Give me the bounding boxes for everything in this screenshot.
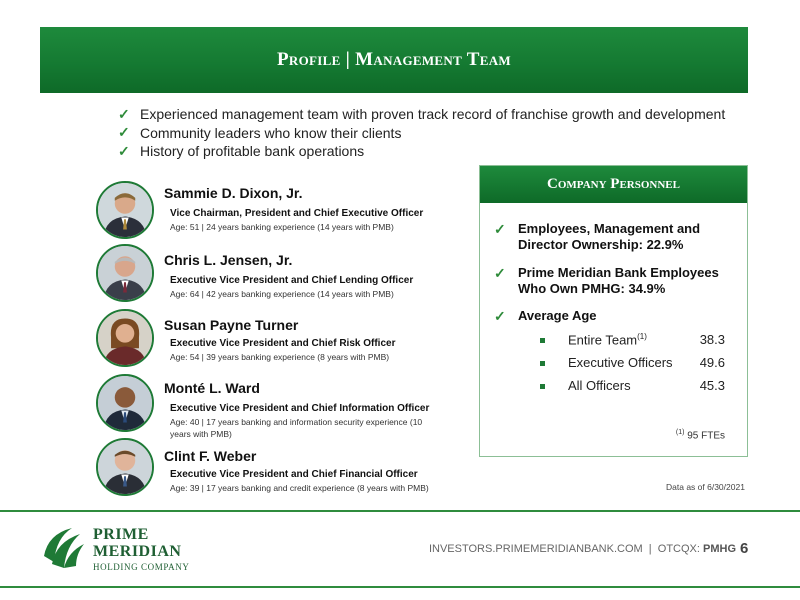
member-name: Sammie D. Dixon, Jr. xyxy=(164,185,303,201)
checkmark-icon: ✓ xyxy=(118,124,130,141)
checkmark-icon: ✓ xyxy=(118,105,130,122)
member-name: Susan Payne Turner xyxy=(164,317,299,333)
logo-line3: HOLDING COMPANY xyxy=(93,562,190,572)
checkmark-icon: ✓ xyxy=(494,308,506,324)
member-name: Clint F. Weber xyxy=(164,448,257,464)
member-info: Age: 64 | 42 years banking experience (14 years with PMB) xyxy=(170,289,394,299)
member-title: Executive Vice President and Chief Lending Officer xyxy=(170,275,414,286)
member-title: Executive Vice President and Chief Risk Officer xyxy=(170,338,396,349)
meridian-globe-icon xyxy=(38,522,88,572)
member-info: Age: 51 | 24 years banking experience (14 years with PMB) xyxy=(170,222,394,232)
panel-header xyxy=(480,166,747,203)
age-row: All Officers 45.3 xyxy=(540,378,725,396)
logo-line2: MERIDIAN xyxy=(93,543,182,560)
member-info: Age: 40 | 17 years banking and information security experience (10 years with PMB) xyxy=(170,417,423,439)
checkmark-icon: ✓ xyxy=(118,142,130,159)
title-banner xyxy=(40,27,748,93)
list-item: ✓ History of profitable bank operations xyxy=(118,142,365,160)
ticker: PMHG xyxy=(703,543,736,555)
square-bullet-icon xyxy=(540,361,545,366)
team-member xyxy=(96,309,456,371)
avatar xyxy=(96,309,154,367)
company-logo xyxy=(38,522,208,574)
age-value: 45.3 xyxy=(699,378,725,393)
member-title: Executive Vice President and Chief Financial Officer xyxy=(170,469,418,480)
age-row: Executive Officers 49.6 xyxy=(540,355,725,373)
team-member xyxy=(96,244,456,306)
member-name: Monté L. Ward xyxy=(164,380,260,396)
member-name: Chris L. Jensen, Jr. xyxy=(164,252,293,268)
square-bullet-icon xyxy=(540,338,545,343)
divider xyxy=(0,510,800,512)
footnote: $^{(1)}$ 95 FTEs xyxy=(675,429,725,442)
data-as-of-note: Data as of 6/30/2021 xyxy=(666,482,745,492)
team-member xyxy=(96,181,456,243)
avatar xyxy=(96,374,154,432)
age-value: 38.3 xyxy=(699,332,725,347)
avatar xyxy=(96,438,154,496)
member-title: Executive Vice President and Chief Information Officer xyxy=(170,403,430,414)
checkmark-icon: ✓ xyxy=(494,265,506,281)
square-bullet-icon xyxy=(540,384,545,389)
avatar xyxy=(96,244,154,302)
panel-title: Company Personnel xyxy=(547,176,680,192)
age-value: 49.6 xyxy=(699,355,725,370)
logo-line1: PRIME xyxy=(93,526,149,543)
list-item: ✓ Community leaders who know their clients xyxy=(118,124,402,141)
page-number: 6 xyxy=(740,540,749,557)
age-row: Entire Team$^{(1)}$ 38.3 xyxy=(540,332,725,350)
footer-text: INVESTORS.PRIMEMERIDIANBANK.COM | OTCQX: PMHG xyxy=(428,543,736,555)
avatar xyxy=(96,181,154,239)
investor-site-link[interactable]: INVESTORS.PRIMEMERIDIANBANK.COM xyxy=(428,543,643,555)
member-info: Age: 39 | 17 years banking and credit experience (8 years with PMB) xyxy=(170,483,429,493)
highlights-list xyxy=(118,105,725,161)
team-member xyxy=(96,374,456,446)
member-info: Age: 54 | 39 years banking experience (8 years with PMB) xyxy=(170,352,390,362)
team-member xyxy=(96,438,456,500)
page-title: Profile | Management Team xyxy=(277,49,511,70)
checkmark-icon: ✓ xyxy=(494,221,506,237)
divider xyxy=(0,586,800,588)
company-personnel-panel: Company Personnel ✓ Employees, Management and Director Ownership: 22.9% ✓ Prime Meridian Bank Employees Who Own PMHG: 34.9% ✓ Average Age Entire Team$^{(1)}$ 38.3 Executive Officers 49.6 All Officers 45.3 $^{(1)}$ 95 FTEs xyxy=(479,165,748,457)
member-title: Vice Chairman, President and Chief Executive Officer xyxy=(170,208,424,219)
list-item: ✓ Experienced management team with proven track record of franchise growth and development xyxy=(118,105,726,123)
